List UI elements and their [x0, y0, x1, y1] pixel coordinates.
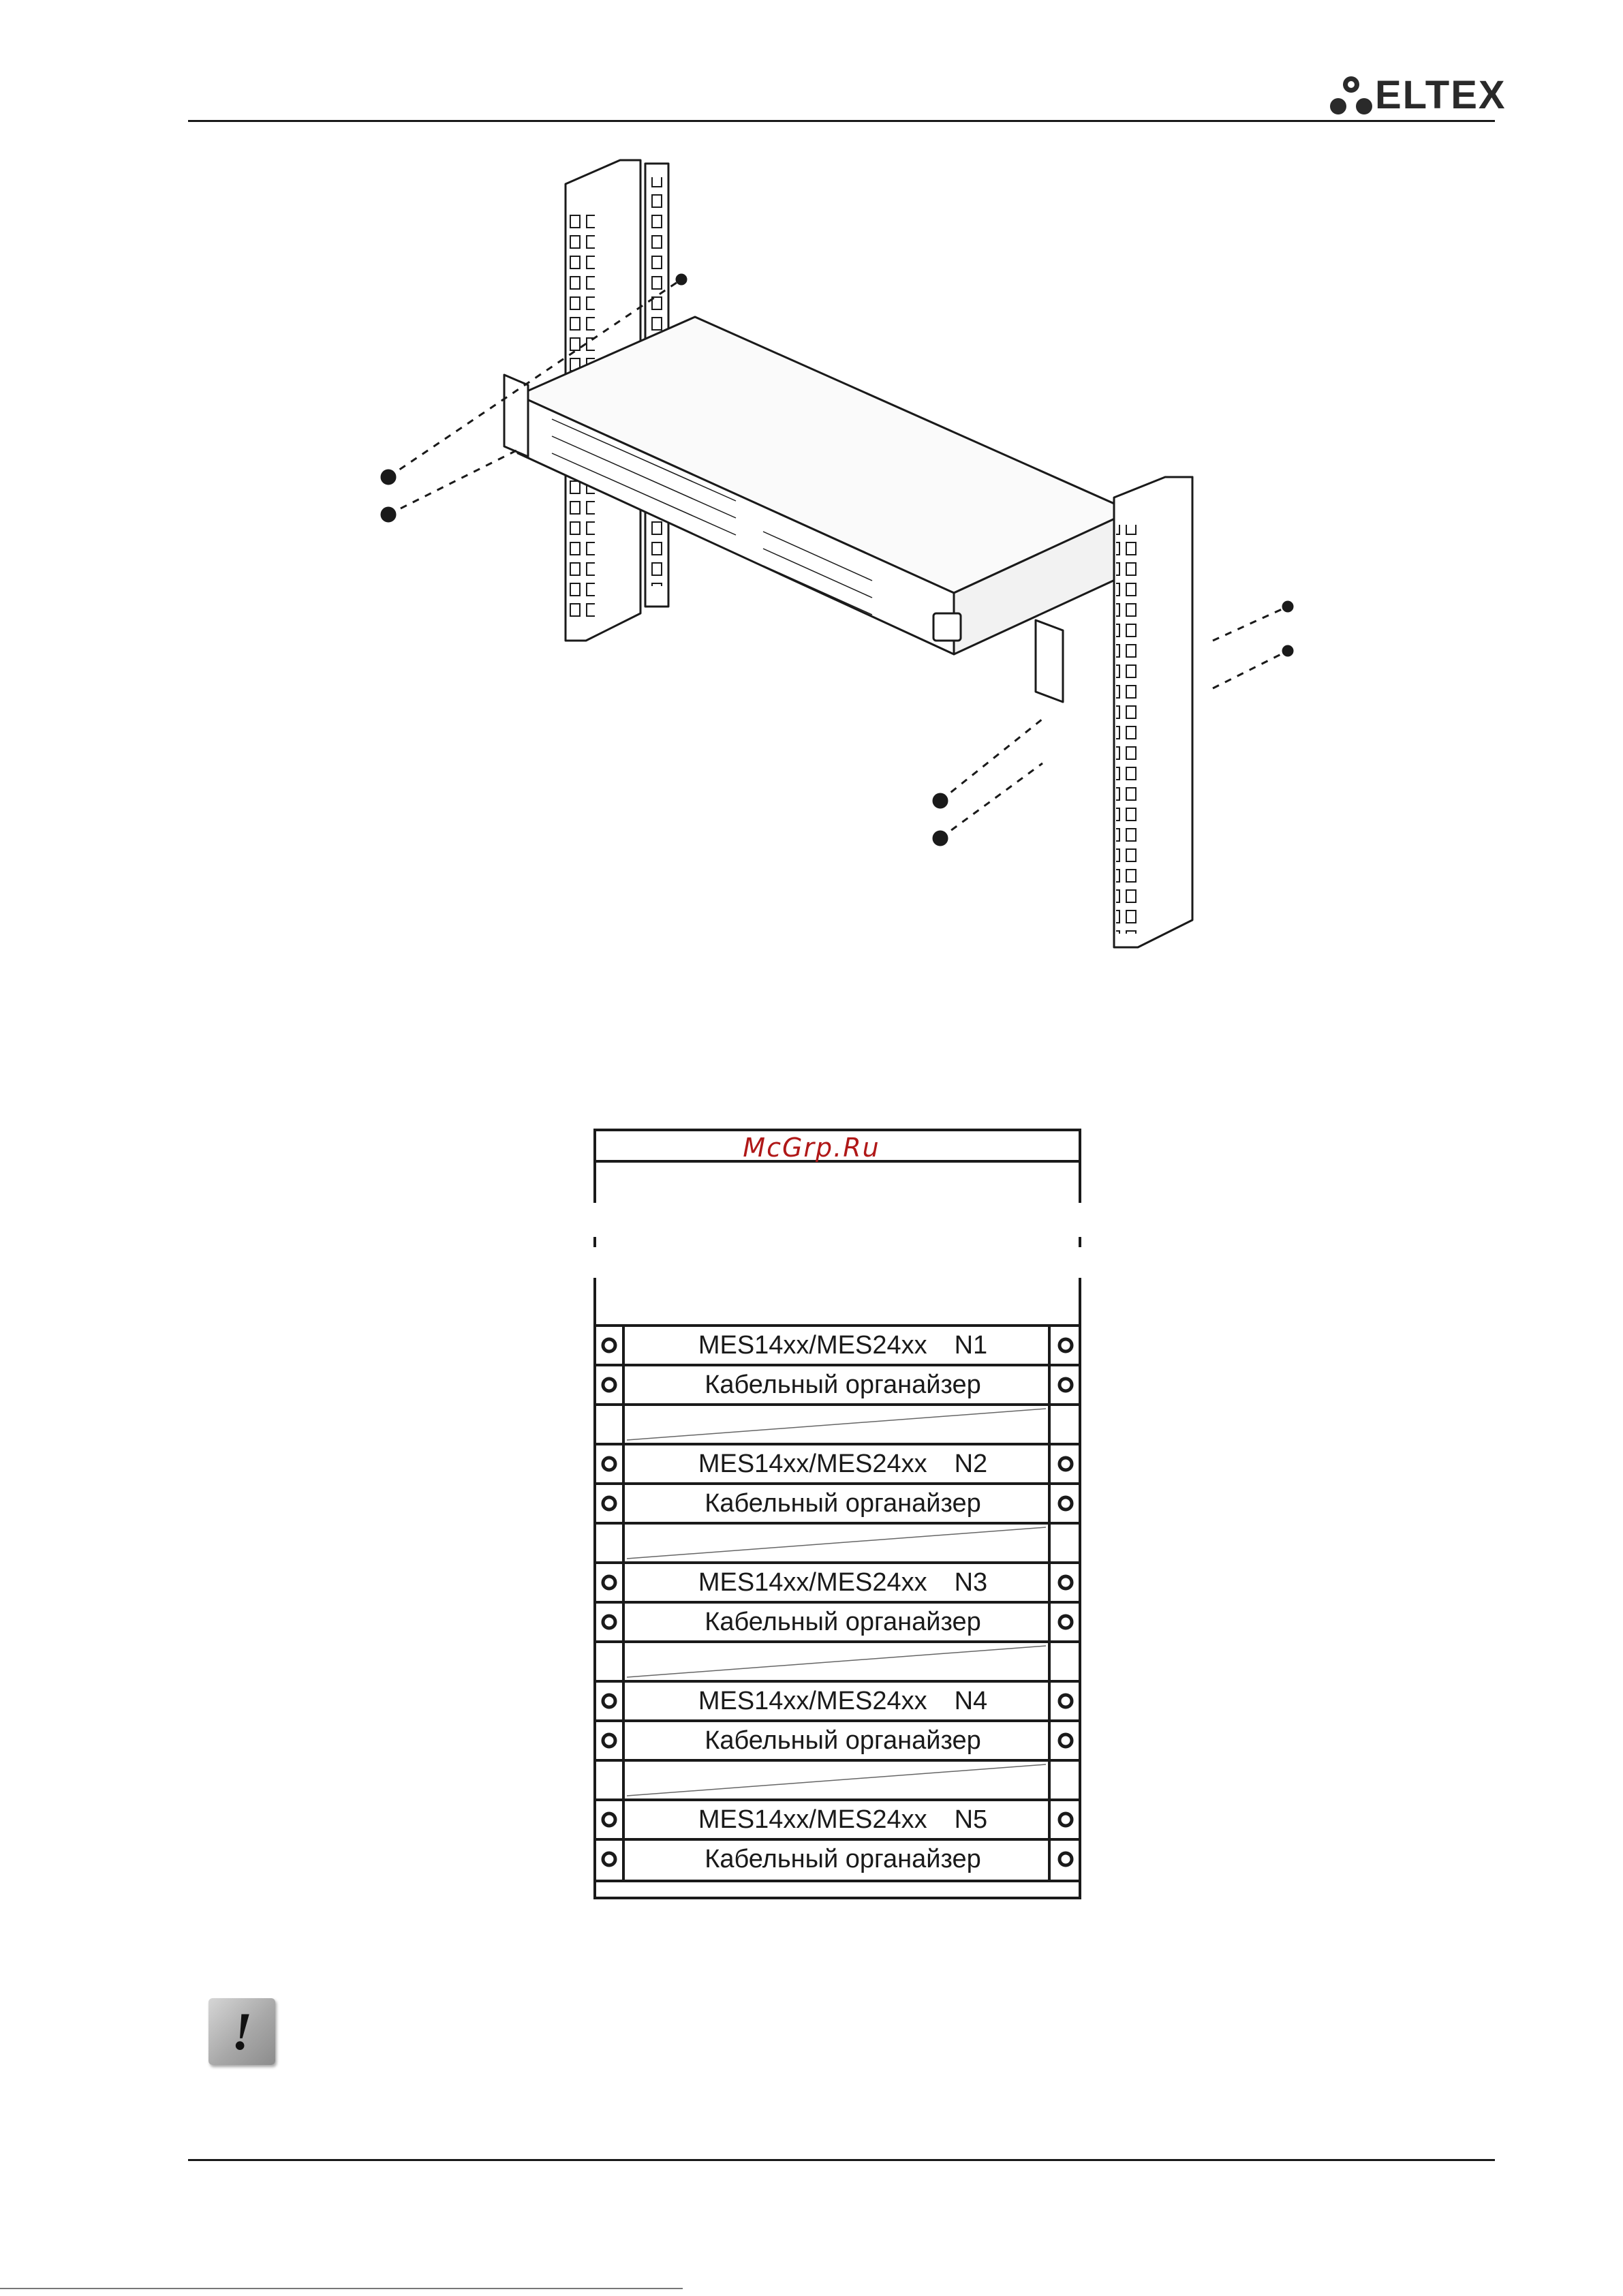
- mount-hole-icon: [603, 1576, 615, 1589]
- device-name: MES14xx/MES24xx: [698, 1687, 927, 1715]
- mount-hole-icon: [1060, 1497, 1072, 1510]
- warning-glyph: !: [231, 2002, 253, 2061]
- device-label: [635, 1803, 1051, 1836]
- eltex-logo-icon: [1327, 74, 1375, 117]
- cable-organizer-label: Кабельный органайзер: [705, 1371, 981, 1399]
- device-number: N3: [954, 1568, 988, 1597]
- device-name: MES14xx/MES24xx: [698, 1568, 927, 1597]
- cable-organizer-label: Кабельный органайзер: [705, 1489, 981, 1518]
- mount-hole-icon: [603, 1616, 615, 1628]
- mount-hole-icon: [603, 1339, 615, 1351]
- mount-hole-icon: [1060, 1339, 1072, 1351]
- empty-unit-diagonal: [627, 1409, 1046, 1440]
- mount-hole-icon: [1060, 1853, 1072, 1865]
- device-label: [635, 1329, 1051, 1362]
- warning-exclamation-icon: [208, 1998, 275, 2065]
- cable-organizer-label: Кабельный органайзер: [705, 1726, 981, 1755]
- mount-hole-icon: [1060, 1616, 1072, 1628]
- bottom-rule: [0, 2288, 683, 2289]
- footer-rule: [188, 2159, 1495, 2161]
- device-label: [635, 1448, 1051, 1480]
- mount-hole-icon: [603, 1695, 615, 1707]
- mount-hole-icon: [1060, 1734, 1072, 1747]
- empty-unit-diagonal: [627, 1764, 1046, 1796]
- mount-hole-icon: [1060, 1813, 1072, 1826]
- device-name: MES14xx/MES24xx: [698, 1450, 927, 1478]
- mount-hole-icon: [603, 1458, 615, 1470]
- watermark-text: McGrp.Ru: [743, 1133, 880, 1163]
- mount-hole-icon: [603, 1734, 615, 1747]
- mount-hole-icon: [603, 1379, 615, 1391]
- cable-organizer-label: Кабельный органайзер: [705, 1608, 981, 1636]
- device-label: [635, 1566, 1051, 1599]
- device-number: N1: [954, 1331, 988, 1360]
- mount-hole-icon: [603, 1497, 615, 1510]
- mount-hole-icon: [603, 1853, 615, 1865]
- cable-organizer-label: Кабельный органайзер: [705, 1845, 981, 1873]
- device-number: N2: [954, 1450, 988, 1478]
- device-label: [635, 1685, 1051, 1717]
- mount-hole-icon: [1060, 1576, 1072, 1589]
- device-name: MES14xx/MES24xx: [698, 1331, 927, 1360]
- rack-mount-illustration: [354, 150, 1308, 988]
- mount-hole-icon: [1060, 1695, 1072, 1707]
- mount-hole-icon: [603, 1813, 615, 1826]
- empty-unit-diagonal: [627, 1527, 1046, 1559]
- eltex-logo: [1327, 73, 1506, 117]
- header-rule: [188, 120, 1495, 122]
- mount-hole-icon: [1060, 1458, 1072, 1470]
- device-number: N5: [954, 1805, 988, 1834]
- device-number: N4: [954, 1687, 988, 1715]
- empty-unit-diagonal: [627, 1646, 1046, 1677]
- mount-hole-icon: [1060, 1379, 1072, 1391]
- brand-name: ELTEX: [1375, 73, 1506, 117]
- device-name: MES14xx/MES24xx: [698, 1805, 927, 1834]
